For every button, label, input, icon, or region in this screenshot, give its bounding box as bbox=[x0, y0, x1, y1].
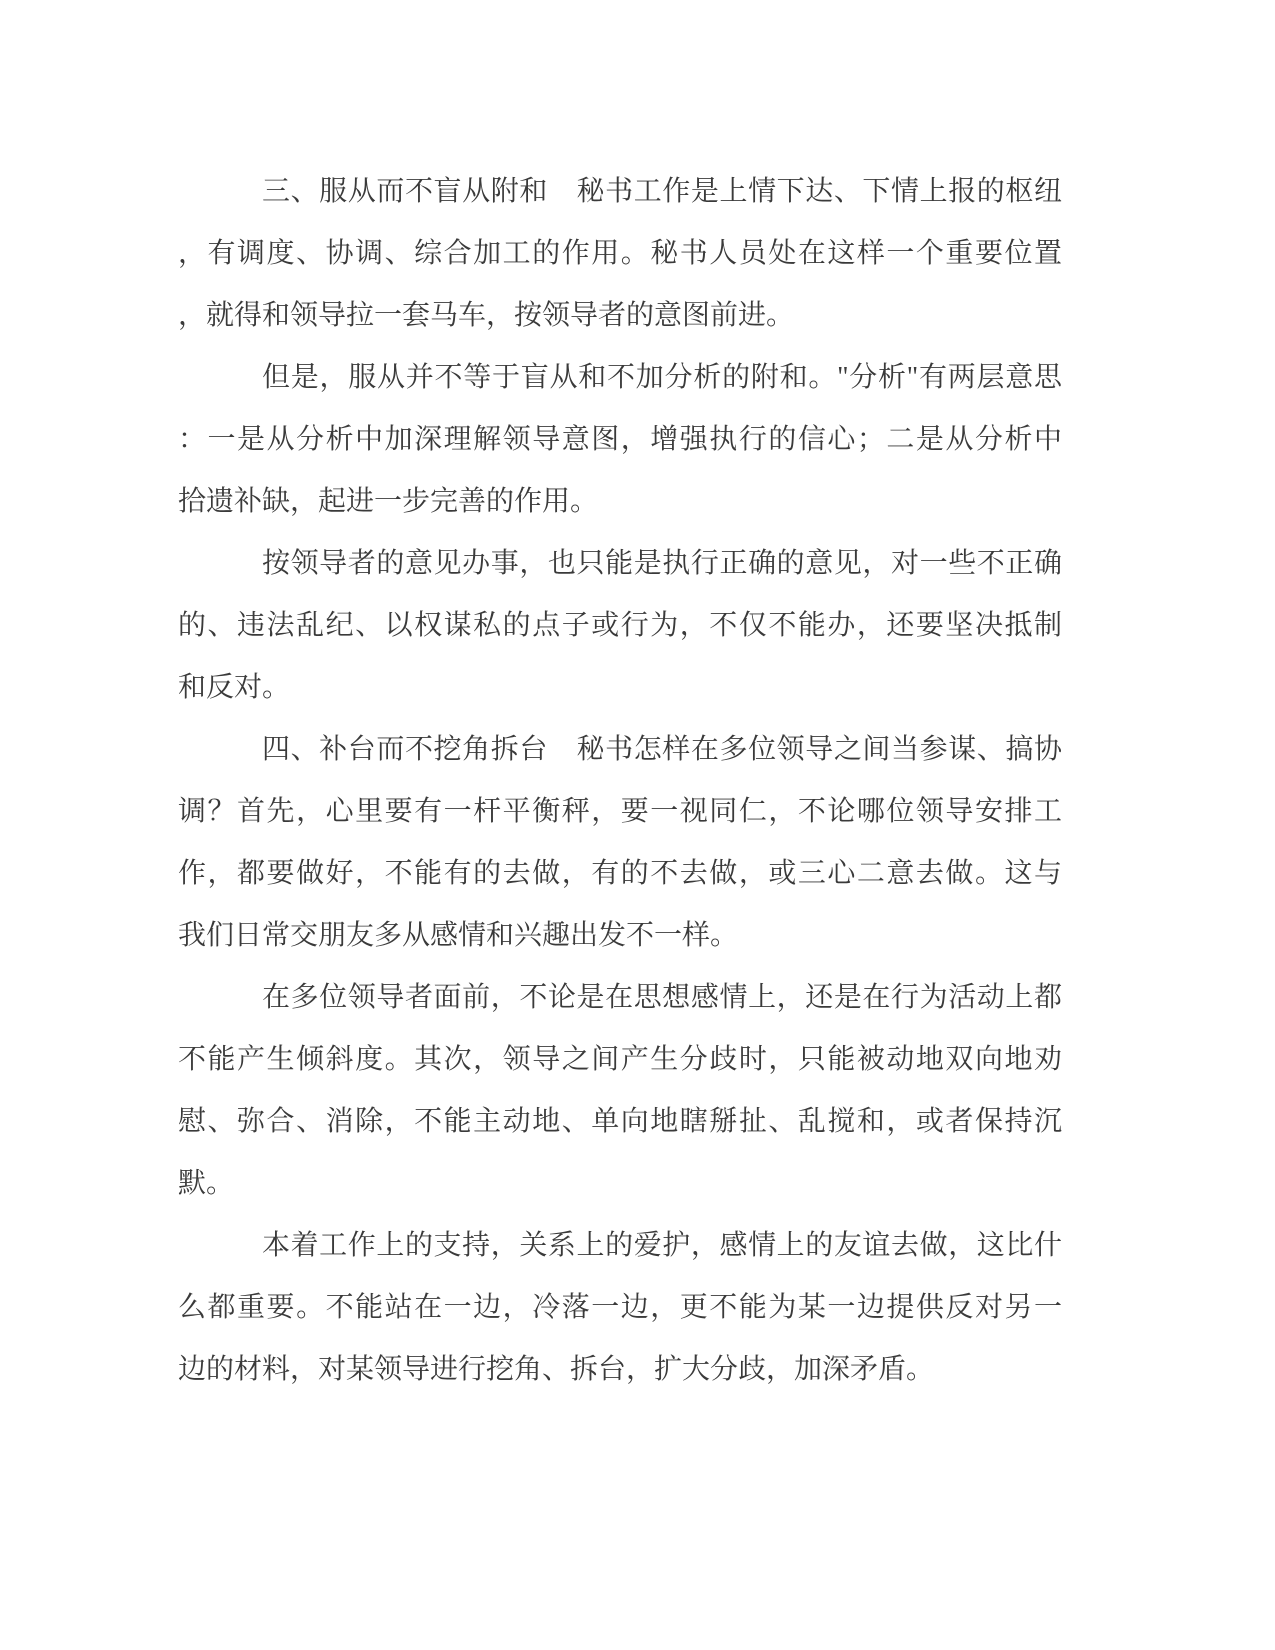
paragraph-1-line-3: ，就得和领导拉一套马车，按领导者的意图前进。 bbox=[178, 300, 795, 331]
paragraph-6-line-1: 本着工作上的支持，关系上的爱护，感情上的友谊去做，这比什 bbox=[262, 1230, 1062, 1261]
paragraph-4-line-4: 我们日常交朋友多从感情和兴趣出发不一样。 bbox=[178, 920, 739, 951]
paragraph-5-line-1: 在多位领导者面前，不论是在思想感情上，还是在行为活动上都 bbox=[262, 982, 1062, 1013]
paragraph-1-line-2: ，有调度、协调、综合加工的作用。秘书人员处在这样一个重要位置 bbox=[178, 238, 1062, 269]
paragraph-3-line-1: 按领导者的意见办事，也只能是执行正确的意见，对一些不正确 bbox=[262, 548, 1062, 579]
paragraph-6-line-2: 么都重要。不能站在一边，冷落一边，更不能为某一边提供反对另一 bbox=[178, 1292, 1062, 1323]
paragraph-4-line-3: 作，都要做好，不能有的去做，有的不去做，或三心二意去做。这与 bbox=[178, 858, 1062, 889]
paragraph-5-line-4: 默。 bbox=[178, 1168, 235, 1199]
paragraph-3-line-3: 和反对。 bbox=[178, 672, 291, 703]
paragraph-1-line-1: 三、服从而不盲从附和 秘书工作是上情下达、下情上报的枢纽 bbox=[262, 176, 1062, 207]
paragraph-5-line-3: 慰、弥合、消除，不能主动地、单向地瞎掰扯、乱搅和，或者保持沉 bbox=[178, 1106, 1062, 1137]
document-body bbox=[178, 161, 1062, 1401]
paragraph-5-line-2: 不能产生倾斜度。其次，领导之间产生分歧时，只能被动地双向地劝 bbox=[178, 1044, 1062, 1075]
paragraph-4-line-2: 调？首先，心里要有一杆平衡秤，要一视同仁，不论哪位领导安排工 bbox=[178, 796, 1062, 827]
paragraph-2-line-1: 但是，服从并不等于盲从和不加分析的附和。"分析"有两层意思 bbox=[262, 362, 1062, 393]
paragraph-2-line-2: ：一是从分析中加深理解领导意图，增强执行的信心；二是从分析中 bbox=[178, 424, 1062, 455]
paragraph-3-line-2: 的、违法乱纪、以权谋私的点子或行为，不仅不能办，还要坚决抵制 bbox=[178, 610, 1062, 641]
paragraph-6-line-3: 边的材料，对某领导进行挖角、拆台，扩大分歧，加深矛盾。 bbox=[178, 1354, 935, 1385]
paragraph-4-line-1: 四、补台而不挖角拆台 秘书怎样在多位领导之间当参谋、搞协 bbox=[262, 734, 1062, 765]
paragraph-2-line-3: 拾遗补缺，起进一步完善的作用。 bbox=[178, 486, 599, 517]
